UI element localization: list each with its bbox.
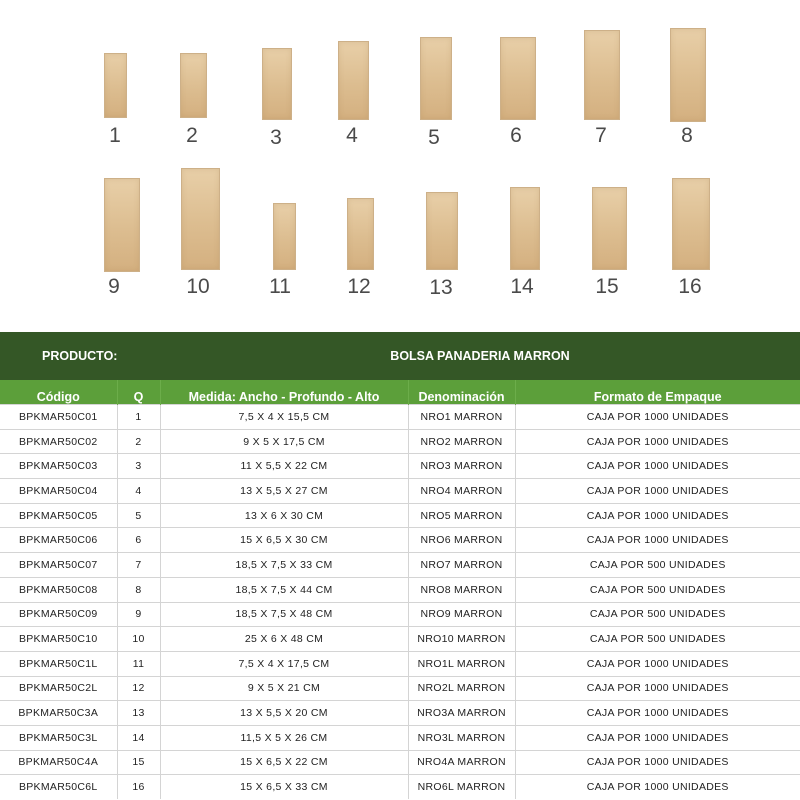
column-header-formato: Formato de Empaque bbox=[515, 380, 800, 405]
cell-denominacion: NRO2L MARRON bbox=[408, 676, 515, 701]
bag-number-7: 7 bbox=[595, 124, 607, 147]
column-header-codigo: Código bbox=[0, 380, 117, 405]
table-header-row bbox=[0, 380, 800, 405]
product-name: BOLSA PANADERIA MARRON bbox=[390, 349, 570, 363]
cell-formato: CAJA POR 1000 UNIDADES bbox=[515, 528, 800, 553]
bag-image-8 bbox=[670, 28, 706, 122]
table-row bbox=[0, 750, 800, 775]
bag-number-6: 6 bbox=[510, 124, 522, 147]
table-row bbox=[0, 553, 800, 578]
cell-medida: 11,5 X 5 X 26 CM bbox=[160, 725, 408, 750]
cell-codigo: BPKMAR50C07 bbox=[0, 553, 117, 578]
cell-medida: 18,5 X 7,5 X 33 CM bbox=[160, 553, 408, 578]
bag-image-7 bbox=[584, 30, 620, 120]
bag-number-10: 10 bbox=[186, 275, 210, 298]
cell-codigo: BPKMAR50C02 bbox=[0, 429, 117, 454]
table-row bbox=[0, 627, 800, 652]
cell-q: 8 bbox=[117, 577, 160, 602]
table-row bbox=[0, 676, 800, 701]
cell-medida: 13 X 6 X 30 CM bbox=[160, 503, 408, 528]
cell-denominacion: NRO3L MARRON bbox=[408, 725, 515, 750]
cell-q: 16 bbox=[117, 775, 160, 799]
bag-image-16 bbox=[672, 178, 710, 270]
cell-codigo: BPKMAR50C4A bbox=[0, 750, 117, 775]
bag-image-11 bbox=[273, 203, 296, 270]
table-row bbox=[0, 479, 800, 504]
bag-image-14 bbox=[510, 187, 540, 270]
cell-formato: CAJA POR 500 UNIDADES bbox=[515, 602, 800, 627]
bag-number-9: 9 bbox=[108, 275, 120, 298]
cell-codigo: BPKMAR50C06 bbox=[0, 528, 117, 553]
cell-medida: 7,5 X 4 X 15,5 CM bbox=[160, 405, 408, 430]
table-row bbox=[0, 577, 800, 602]
cell-codigo: BPKMAR50C10 bbox=[0, 627, 117, 652]
bag-image-15 bbox=[592, 187, 627, 270]
cell-codigo: BPKMAR50C6L bbox=[0, 775, 117, 799]
cell-denominacion: NRO10 MARRON bbox=[408, 627, 515, 652]
bag-number-8: 8 bbox=[681, 124, 693, 147]
bag-number-15: 15 bbox=[595, 275, 619, 298]
cell-medida: 25 X 6 X 48 CM bbox=[160, 627, 408, 652]
cell-denominacion: NRO3A MARRON bbox=[408, 701, 515, 726]
cell-formato: CAJA POR 1000 UNIDADES bbox=[515, 725, 800, 750]
product-label: PRODUCTO: bbox=[42, 349, 118, 363]
bag-image-6 bbox=[500, 37, 536, 120]
bag-number-5: 5 bbox=[428, 126, 440, 149]
cell-codigo: BPKMAR50C2L bbox=[0, 676, 117, 701]
cell-denominacion: NRO1L MARRON bbox=[408, 651, 515, 676]
cell-codigo: BPKMAR50C05 bbox=[0, 503, 117, 528]
cell-formato: CAJA POR 500 UNIDADES bbox=[515, 577, 800, 602]
cell-medida: 13 X 5,5 X 20 CM bbox=[160, 701, 408, 726]
cell-medida: 13 X 5,5 X 27 CM bbox=[160, 479, 408, 504]
bag-number-12: 12 bbox=[347, 275, 371, 298]
cell-codigo: BPKMAR50C09 bbox=[0, 602, 117, 627]
cell-denominacion: NRO2 MARRON bbox=[408, 429, 515, 454]
bag-number-1: 1 bbox=[109, 124, 121, 147]
cell-formato: CAJA POR 1000 UNIDADES bbox=[515, 503, 800, 528]
bag-image-4 bbox=[338, 41, 369, 120]
cell-formato: CAJA POR 1000 UNIDADES bbox=[515, 429, 800, 454]
cell-denominacion: NRO8 MARRON bbox=[408, 577, 515, 602]
product-table bbox=[0, 380, 800, 799]
cell-formato: CAJA POR 1000 UNIDADES bbox=[515, 651, 800, 676]
bag-image-12 bbox=[347, 198, 374, 270]
cell-formato: CAJA POR 500 UNIDADES bbox=[515, 627, 800, 652]
cell-q: 12 bbox=[117, 676, 160, 701]
cell-medida: 7,5 X 4 X 17,5 CM bbox=[160, 651, 408, 676]
bag-number-4: 4 bbox=[346, 124, 358, 147]
cell-medida: 18,5 X 7,5 X 44 CM bbox=[160, 577, 408, 602]
cell-codigo: BPKMAR50C1L bbox=[0, 651, 117, 676]
cell-formato: CAJA POR 1000 UNIDADES bbox=[515, 775, 800, 799]
cell-denominacion: NRO6L MARRON bbox=[408, 775, 515, 799]
table-body bbox=[0, 405, 800, 800]
cell-medida: 15 X 6,5 X 33 CM bbox=[160, 775, 408, 799]
bag-image-13 bbox=[426, 192, 458, 270]
cell-formato: CAJA POR 1000 UNIDADES bbox=[515, 405, 800, 430]
cell-formato: CAJA POR 1000 UNIDADES bbox=[515, 479, 800, 504]
cell-denominacion: NRO5 MARRON bbox=[408, 503, 515, 528]
cell-denominacion: NRO9 MARRON bbox=[408, 602, 515, 627]
cell-q: 1 bbox=[117, 405, 160, 430]
bag-number-2: 2 bbox=[186, 124, 198, 147]
cell-denominacion: NRO3 MARRON bbox=[408, 454, 515, 479]
cell-formato: CAJA POR 500 UNIDADES bbox=[515, 553, 800, 578]
cell-q: 15 bbox=[117, 750, 160, 775]
cell-denominacion: NRO4A MARRON bbox=[408, 750, 515, 775]
table-row bbox=[0, 701, 800, 726]
cell-q: 11 bbox=[117, 651, 160, 676]
cell-formato: CAJA POR 1000 UNIDADES bbox=[515, 750, 800, 775]
cell-formato: CAJA POR 1000 UNIDADES bbox=[515, 701, 800, 726]
cell-denominacion: NRO6 MARRON bbox=[408, 528, 515, 553]
table-row bbox=[0, 775, 800, 799]
cell-q: 10 bbox=[117, 627, 160, 652]
column-header-q: Q bbox=[117, 380, 160, 405]
table-row bbox=[0, 602, 800, 627]
cell-q: 6 bbox=[117, 528, 160, 553]
cell-formato: CAJA POR 1000 UNIDADES bbox=[515, 454, 800, 479]
table-row bbox=[0, 651, 800, 676]
table-row bbox=[0, 429, 800, 454]
bag-number-13: 13 bbox=[429, 276, 453, 299]
cell-medida: 9 X 5 X 21 CM bbox=[160, 676, 408, 701]
cell-q: 4 bbox=[117, 479, 160, 504]
cell-denominacion: NRO4 MARRON bbox=[408, 479, 515, 504]
table-row bbox=[0, 405, 800, 430]
bag-image-3 bbox=[262, 48, 292, 120]
bag-number-3: 3 bbox=[270, 126, 282, 149]
bag-number-16: 16 bbox=[678, 275, 702, 298]
bag-image-1 bbox=[104, 53, 127, 118]
cell-q: 13 bbox=[117, 701, 160, 726]
cell-denominacion: NRO7 MARRON bbox=[408, 553, 515, 578]
bag-image-9 bbox=[104, 178, 140, 272]
table-row bbox=[0, 454, 800, 479]
cell-q: 7 bbox=[117, 553, 160, 578]
cell-q: 5 bbox=[117, 503, 160, 528]
table-row bbox=[0, 528, 800, 553]
bag-gallery bbox=[0, 0, 800, 330]
cell-medida: 11 X 5,5 X 22 CM bbox=[160, 454, 408, 479]
bag-image-5 bbox=[420, 37, 452, 120]
product-header bbox=[0, 332, 800, 380]
cell-codigo: BPKMAR50C3L bbox=[0, 725, 117, 750]
table-row bbox=[0, 503, 800, 528]
cell-codigo: BPKMAR50C08 bbox=[0, 577, 117, 602]
table-row bbox=[0, 725, 800, 750]
cell-medida: 18,5 X 7,5 X 48 CM bbox=[160, 602, 408, 627]
cell-codigo: BPKMAR50C01 bbox=[0, 405, 117, 430]
column-header-denominacion: Denominación bbox=[408, 380, 515, 405]
cell-formato: CAJA POR 1000 UNIDADES bbox=[515, 676, 800, 701]
cell-codigo: BPKMAR50C04 bbox=[0, 479, 117, 504]
bag-number-11: 11 bbox=[269, 275, 291, 298]
column-header-medida: Medida: Ancho - Profundo - Alto bbox=[160, 380, 408, 405]
cell-medida: 15 X 6,5 X 22 CM bbox=[160, 750, 408, 775]
cell-medida: 9 X 5 X 17,5 CM bbox=[160, 429, 408, 454]
cell-q: 9 bbox=[117, 602, 160, 627]
cell-q: 2 bbox=[117, 429, 160, 454]
bag-image-2 bbox=[180, 53, 207, 118]
cell-q: 14 bbox=[117, 725, 160, 750]
cell-codigo: BPKMAR50C03 bbox=[0, 454, 117, 479]
cell-codigo: BPKMAR50C3A bbox=[0, 701, 117, 726]
bag-number-14: 14 bbox=[510, 275, 534, 298]
cell-denominacion: NRO1 MARRON bbox=[408, 405, 515, 430]
cell-medida: 15 X 6,5 X 30 CM bbox=[160, 528, 408, 553]
bag-image-10 bbox=[181, 168, 220, 270]
cell-q: 3 bbox=[117, 454, 160, 479]
